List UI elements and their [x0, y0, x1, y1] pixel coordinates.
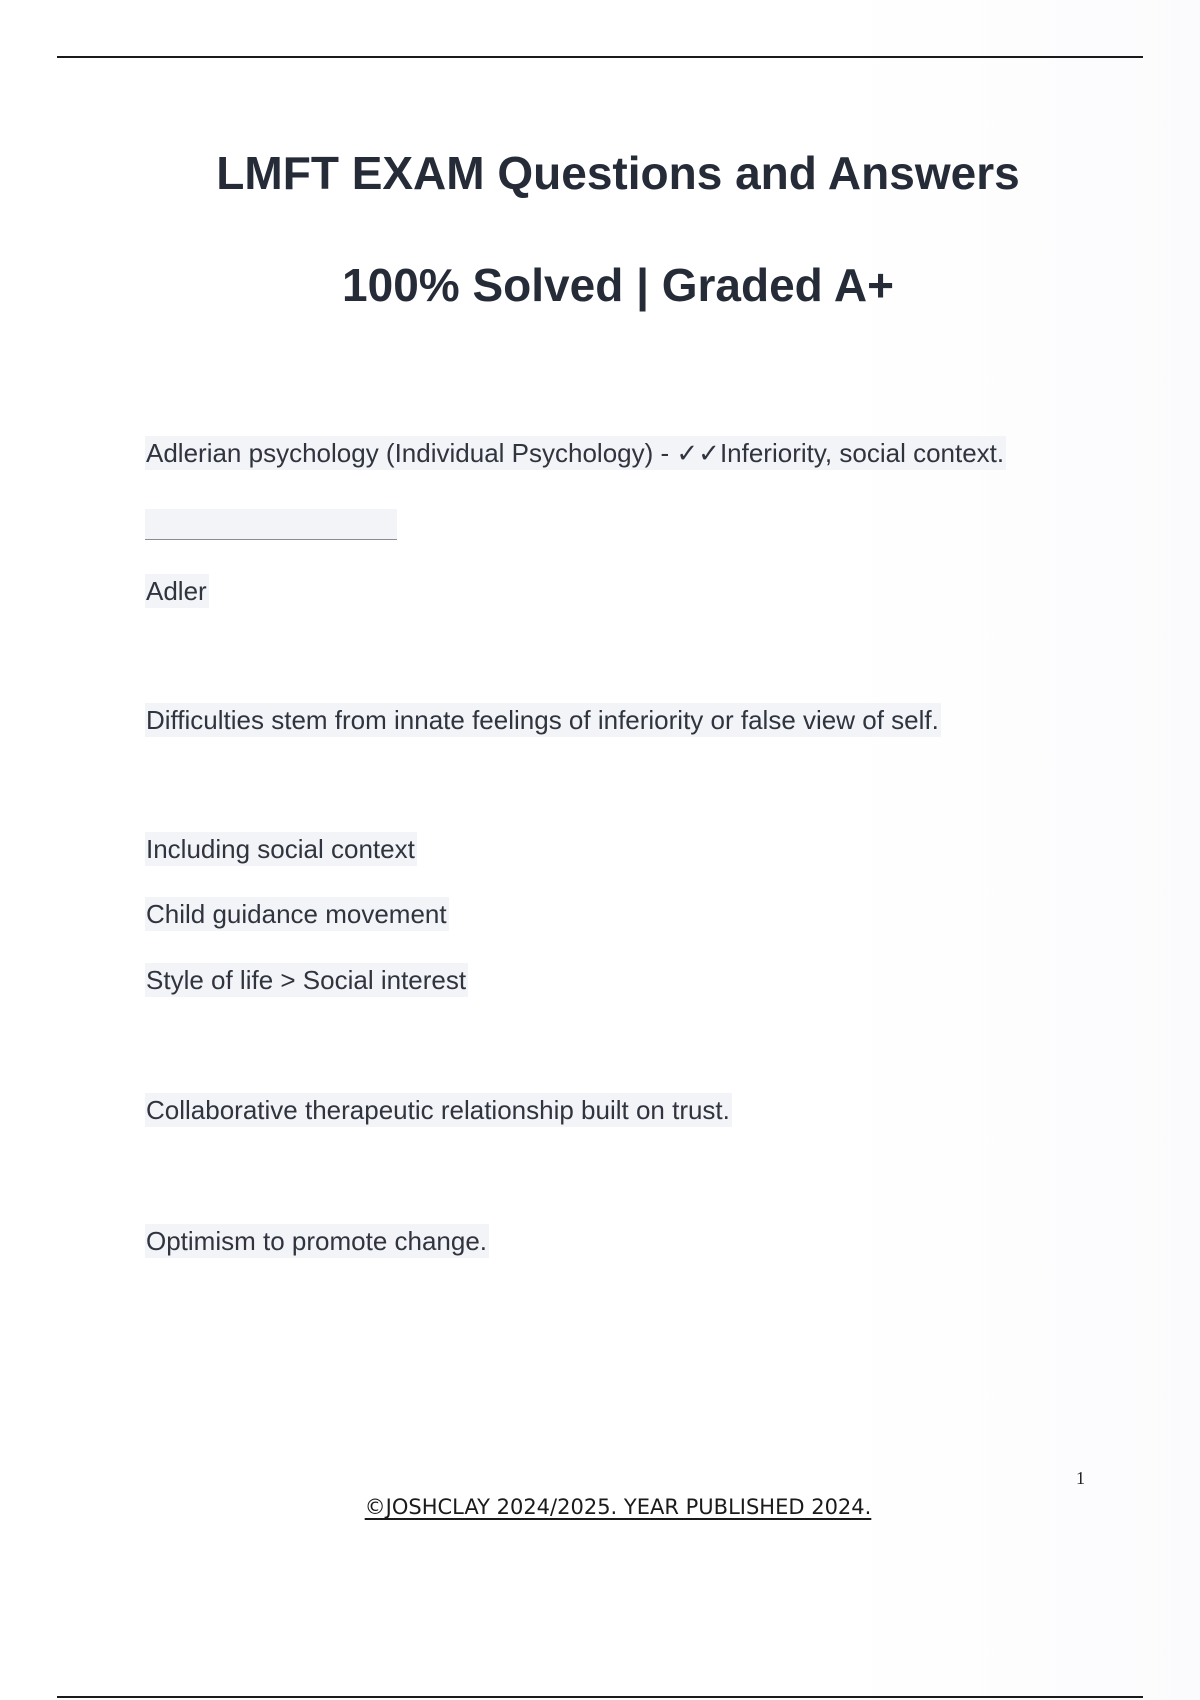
document-title: LMFT EXAM Questions and Answers	[216, 147, 1020, 199]
copyright-footer	[0, 1495, 1200, 1519]
answer-line: Optimism to promote change.	[146, 1226, 488, 1256]
answer-line: Adler	[146, 576, 207, 606]
answer-line: Child guidance movement	[146, 899, 447, 929]
bottom-rule	[57, 1696, 1143, 1698]
answer-line: Difficulties stem from innate feelings of inferiority or false view of self.	[146, 705, 939, 735]
answer-line: Collaborative therapeutic relationship built on trust.	[146, 1095, 730, 1125]
copyright-text: ©JOSHCLAY 2024/2025. YEAR PUBLISHED 2024.	[364, 1495, 872, 1519]
answer-line: Including social context	[146, 834, 415, 864]
page-number: 1	[1076, 1468, 1085, 1488]
answer-line: Style of life > Social interest	[146, 965, 467, 995]
question-text: Adlerian psychology (Individual Psychology) - ✓✓Inferiority, social context.	[146, 438, 1005, 468]
top-rule	[57, 56, 1143, 58]
answer-blank	[145, 509, 397, 540]
document-subtitle: 100% Solved | Graded A+	[342, 259, 894, 311]
